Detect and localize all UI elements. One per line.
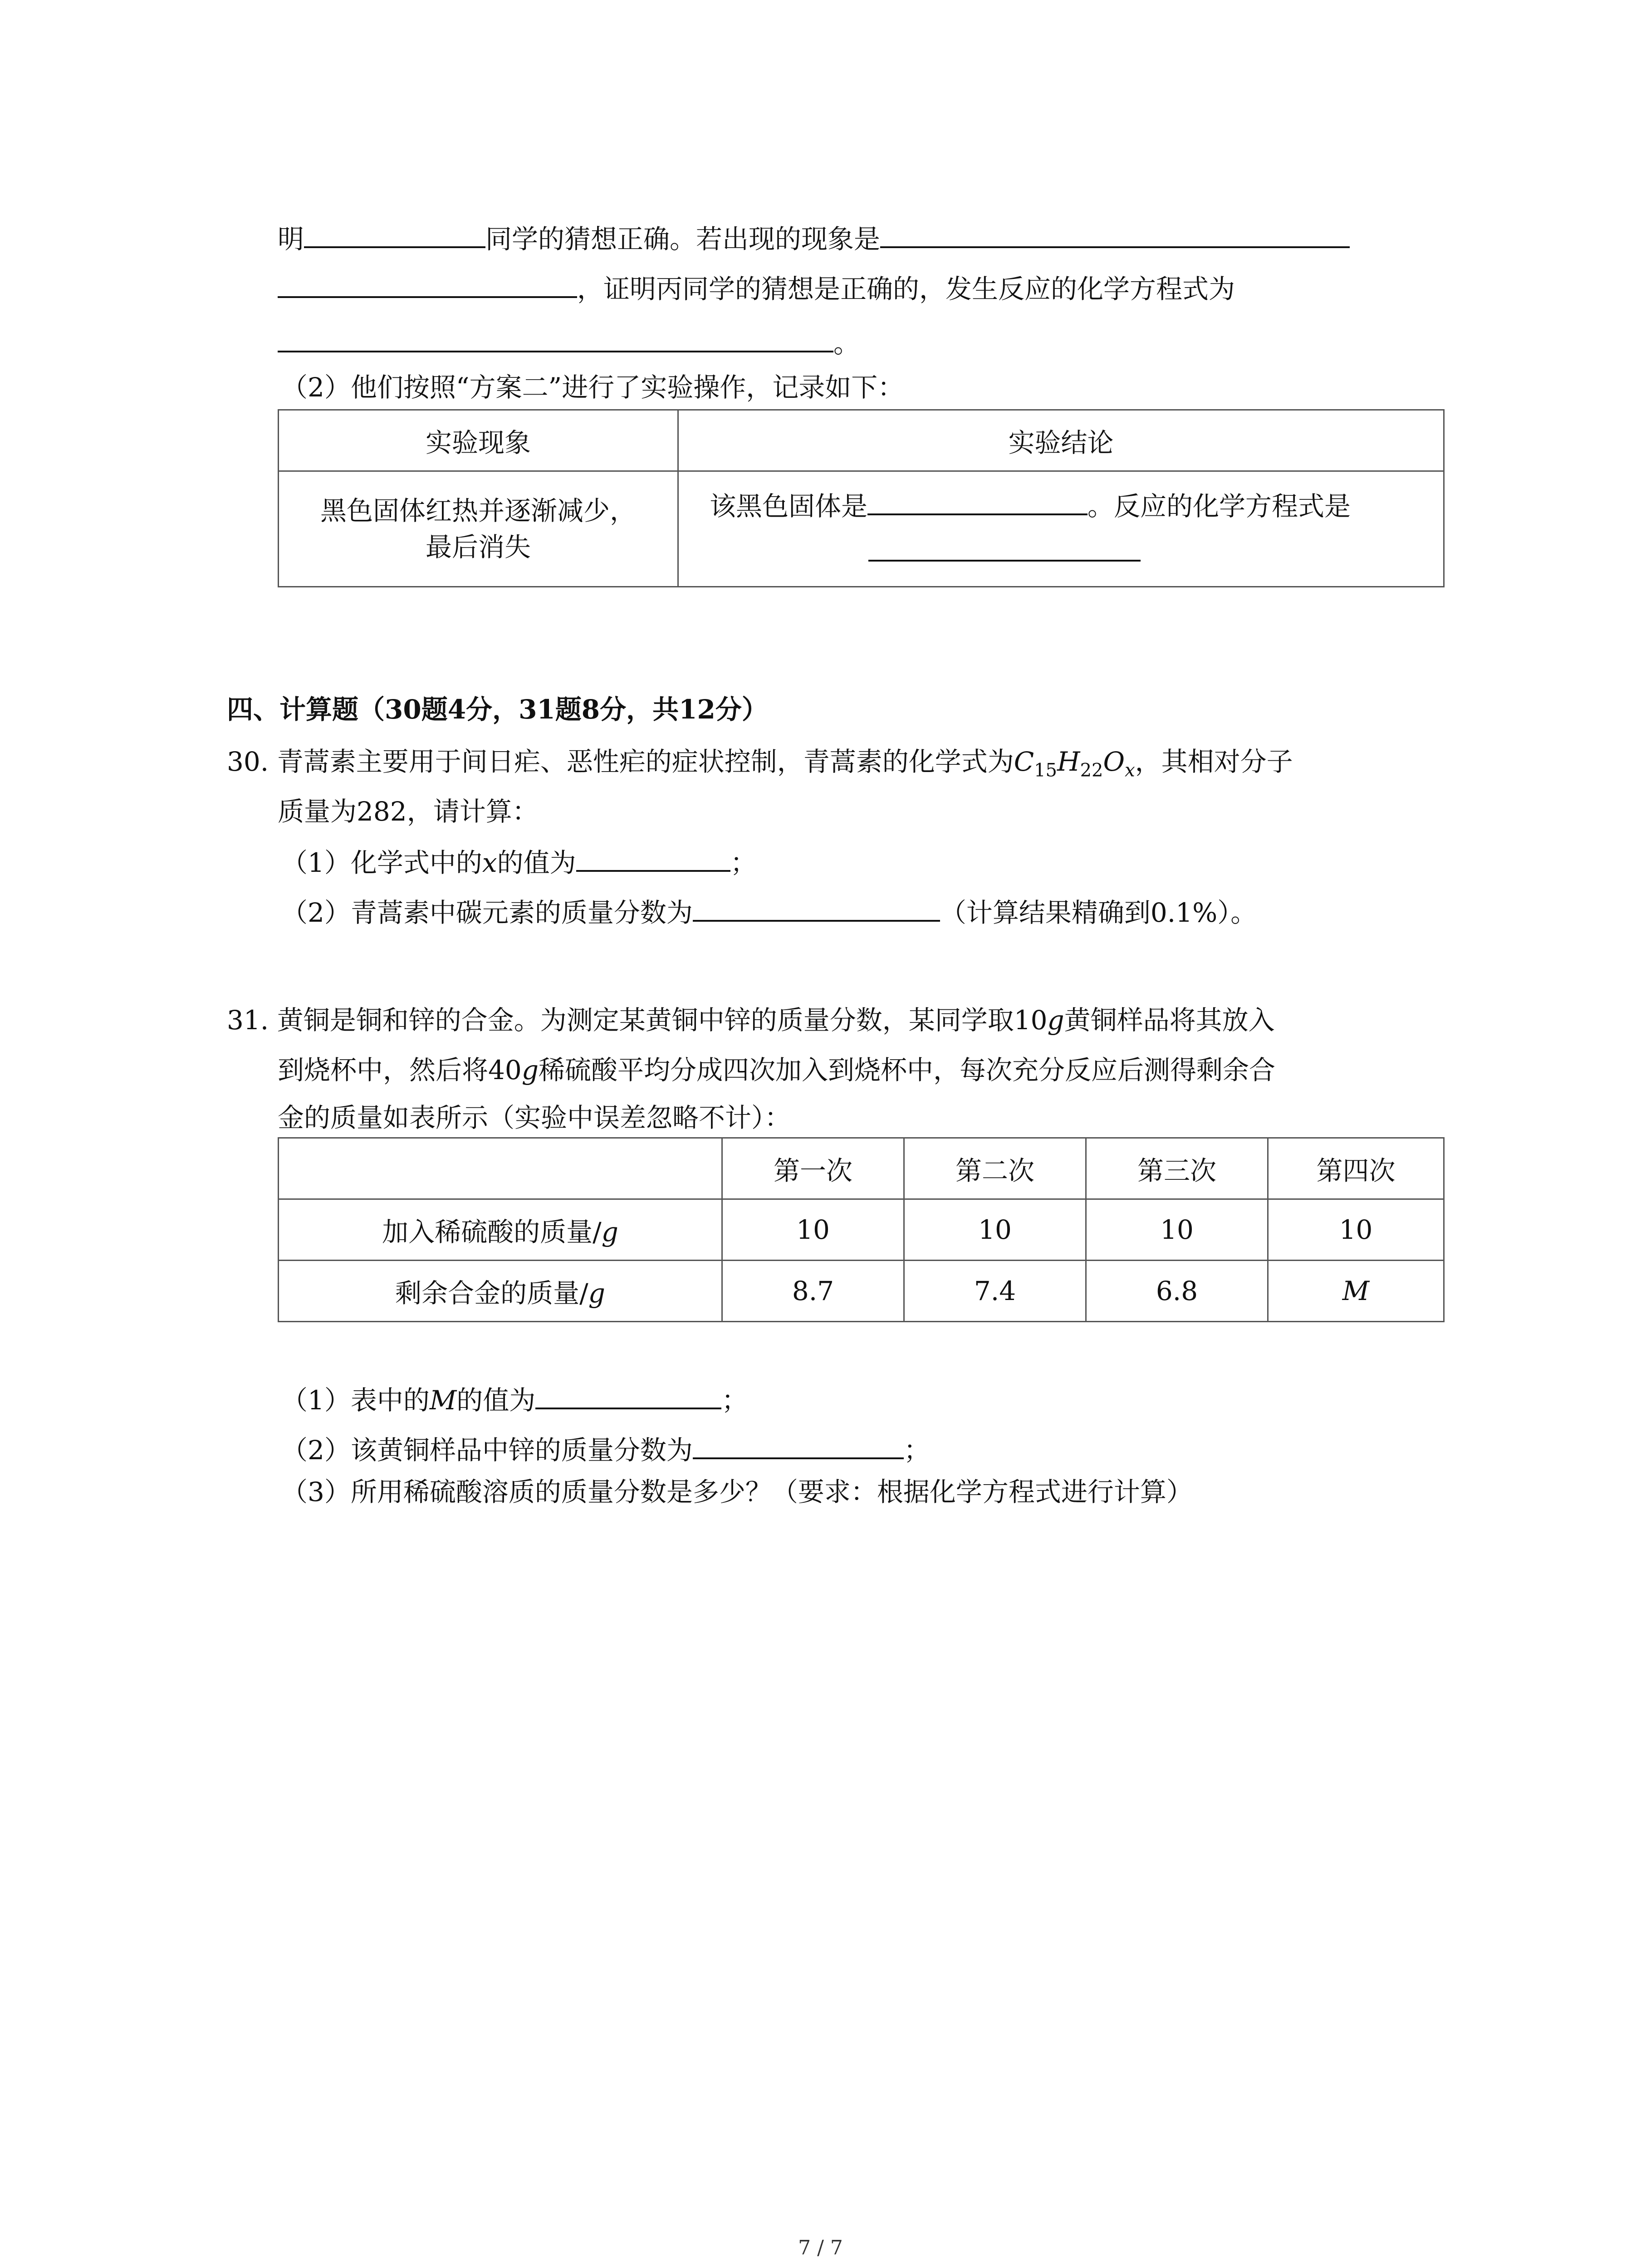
q31-line-3: 金的质量如表所示（实验中误差忽略不计）： [278,1102,791,1133]
formula-o-sub: x [1125,760,1135,781]
answer-blank-3[interactable] [278,270,577,298]
q31-p1-b: 的值为 [456,1385,536,1416]
q30-text-b: ，其相对分子 [1135,746,1293,777]
row2-cell-1: 8.7 [722,1261,904,1322]
formula-o: O [1103,746,1125,777]
answer-blank-6[interactable] [868,533,1141,562]
q31-p1-m: M [429,1385,457,1416]
formula-h-sub: 22 [1080,760,1103,781]
formula-c-sub: 15 [1034,760,1057,781]
row2-label: 剩余合金的质量/g [279,1261,722,1322]
answer-blank-8[interactable] [693,894,940,922]
q30-p1-c: ； [730,847,757,878]
q29-line-3 [278,324,860,361]
q31-p2-b: ； [903,1435,930,1466]
q30-p2-a: （2）青蒿素中碳元素的质量分数为 [281,897,693,928]
row2-cell-2: 7.4 [904,1261,1086,1322]
header-2: 第二次 [904,1138,1086,1199]
q30-line-1 [227,744,1293,788]
row1-cell-2: 10 [904,1199,1086,1261]
results-table [278,1137,1445,1322]
conclusion-b: 。反应的化学方程式是 [1087,491,1351,522]
conclusion-cell [678,471,1444,587]
q31-p1-a: （1）表中的 [281,1385,430,1416]
q31-part3: （3）所用稀硫酸溶质的质量分数是多少？（要求：根据化学方程式进行计算） [281,1476,1193,1507]
phenomenon-line-2: 最后消失 [425,532,531,562]
conclusion-a: 该黑色固体是 [710,491,868,522]
q29-part2: （2）他们按照“方案二”进行了实验操作，记录如下： [281,372,904,403]
q29-line3-text: 。 [833,328,860,359]
header-1: 第一次 [722,1138,904,1199]
q30-p1-b: 的值为 [497,847,576,878]
q29-line2-text: ，证明丙同学的猜想是正确的，发生反应的化学方程式为 [577,274,1235,304]
page-number: 7 / 7 [798,2236,843,2259]
q30-p1-x: x [482,847,497,878]
header-3: 第三次 [1086,1138,1268,1199]
answer-blank-2[interactable] [880,220,1350,248]
q31-line-2 [278,1052,1275,1088]
q31-p1-c: ； [721,1385,748,1416]
row1-label: 加入稀硫酸的质量/g [279,1199,722,1261]
q31-p2-a: （2）该黄铜样品中锌的质量分数为 [281,1435,693,1466]
corner-cell [279,1138,722,1199]
q31-l1-b: 黄铜样品将其放入 [1064,1005,1275,1036]
formula-c: C [1014,746,1034,777]
q31-part2 [281,1431,930,1468]
q31-l2-g: g [521,1055,539,1085]
q31-number: 31. [227,1005,269,1036]
q30-part2 [281,894,1257,930]
row2-cell-3: 6.8 [1086,1261,1268,1322]
row1-cell-1: 10 [722,1199,904,1261]
q30-text-a: 青蒿素主要用于间日疟、恶性疟的症状控制，青蒿素的化学式为 [277,746,1014,777]
header-conclusion: 实验结论 [678,410,1444,471]
answer-blank-9[interactable] [535,1381,721,1409]
header-phenomenon: 实验现象 [279,410,678,471]
answer-blank-5[interactable] [867,487,1087,515]
row1-cell-3: 10 [1086,1199,1268,1261]
header-4: 第四次 [1268,1138,1444,1199]
q31-l1-g: g [1047,1005,1064,1036]
q31-l2-a: 到烧杯中，然后将40 [278,1055,522,1085]
q30-number: 30. [227,746,269,777]
answer-blank-1[interactable] [304,220,485,248]
q30-p2-b: （计算结果精确到0.1%）。 [940,897,1257,928]
answer-blank-10[interactable] [693,1431,904,1459]
answer-blank-4[interactable] [278,324,833,352]
q31-l1-a: 黄铜是铜和锌的合金。为测定某黄铜中锌的质量分数，某同学取10 [277,1005,1048,1036]
q30-line-2: 质量为282，请计算： [278,796,539,827]
phenomenon-line-1: 黑色固体红热并逐渐减少， [320,495,636,526]
q29-line1-a: 明 [278,224,304,254]
q31-part1 [281,1381,748,1418]
row2-cell-4: M [1268,1261,1444,1322]
row1-cell-4: 10 [1268,1199,1444,1261]
q29-line1-b: 同学的猜想正确。若出现的现象是 [485,224,881,254]
q29-line-1 [278,220,1350,257]
q30-part1 [281,844,757,880]
q31-line-1 [227,1002,1275,1038]
experiment-table [278,409,1445,587]
answer-blank-7[interactable] [576,844,730,872]
section-title: 四、计算题（30题4分，31题8分，共12分） [227,694,768,725]
q29-line-2 [278,270,1235,307]
q31-l2-b: 稀硫酸平均分成四次加入到烧杯中，每次充分反应后测得剩余合 [538,1055,1275,1085]
phenomenon-cell [279,471,678,587]
formula-h: H [1057,746,1080,777]
q30-p1-a: （1）化学式中的 [281,847,482,878]
